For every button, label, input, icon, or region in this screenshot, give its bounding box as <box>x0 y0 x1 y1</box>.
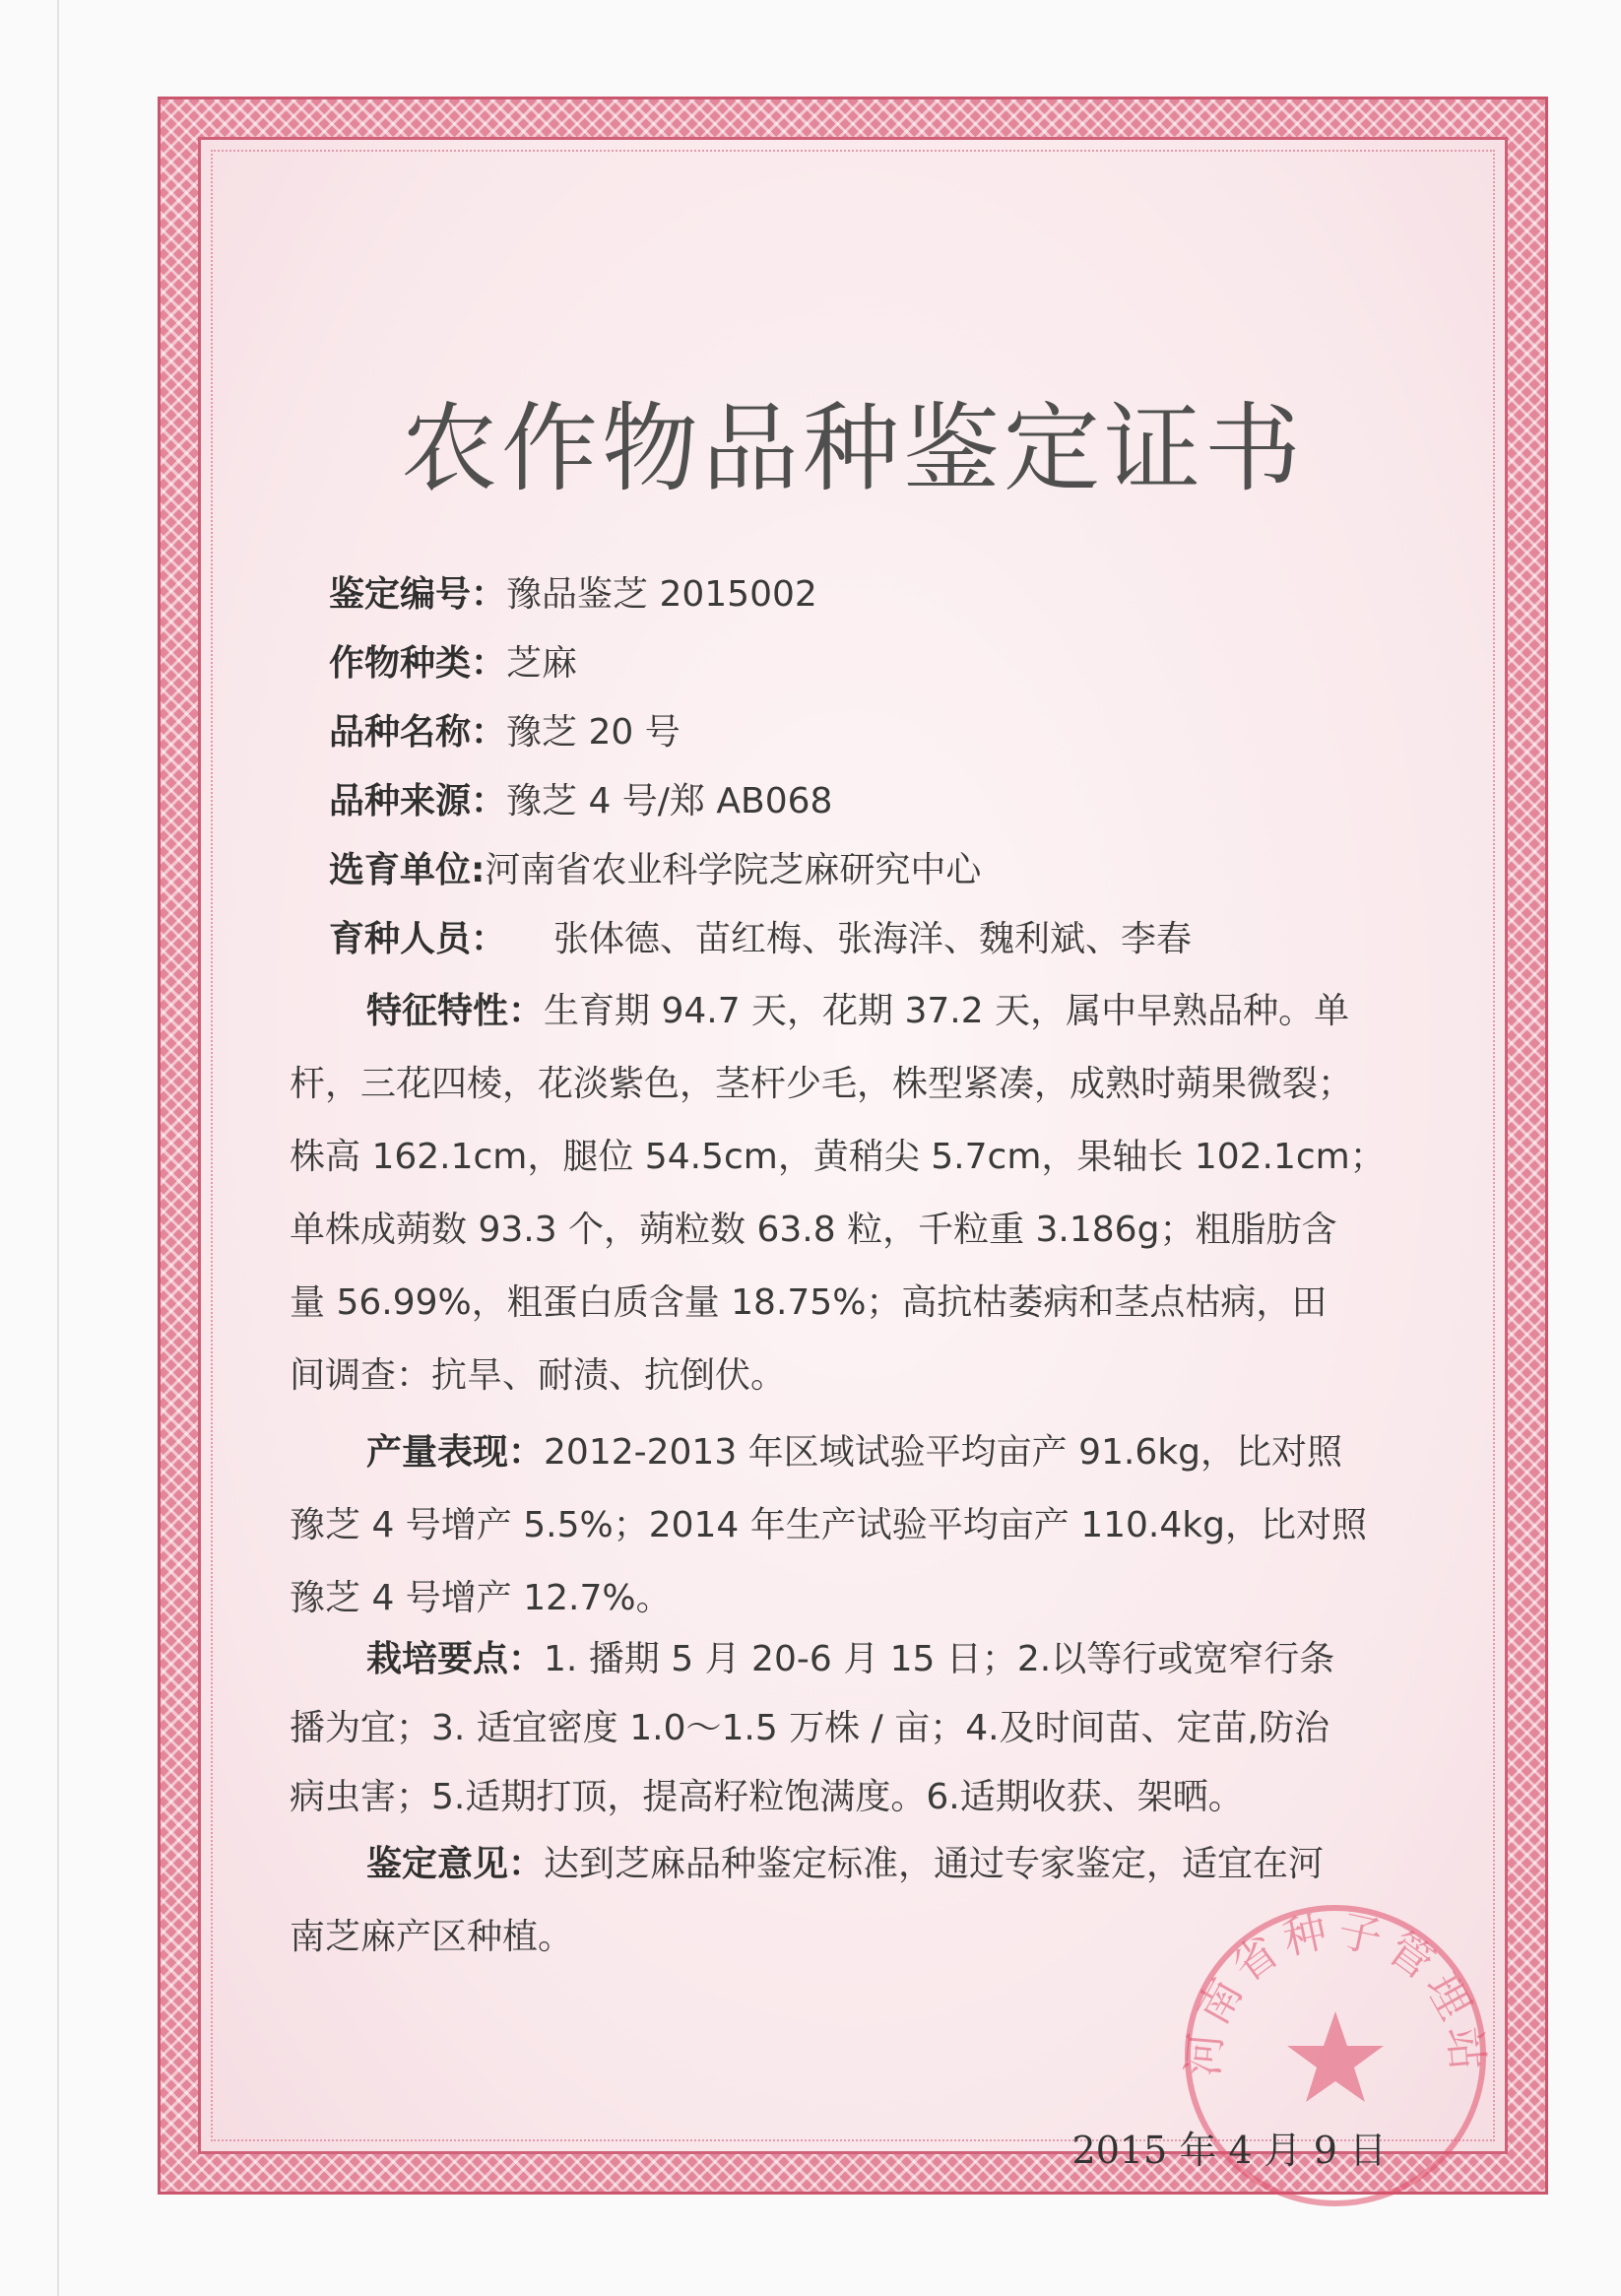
field-value: 芝麻 <box>506 643 578 684</box>
yield-line: 豫芝 4 号增产 12.7%。 <box>290 1578 672 1618</box>
field-cert-no <box>329 560 1436 629</box>
characteristics-line: 生育期 94.7 天，花期 37.2 天，属中早熟品种。单 <box>544 991 1350 1031</box>
field-label: 选育单位: <box>329 850 486 890</box>
field-label: 育种人员： <box>329 919 507 959</box>
field-crop-type <box>329 629 1436 698</box>
field-breeders <box>329 905 1436 974</box>
field-value: 豫芝 20 号 <box>506 712 681 753</box>
field-value: 豫品鉴芝 2015002 <box>506 574 817 615</box>
field-label: 品种名称： <box>329 712 507 753</box>
characteristics-line: 株高 162.1cm，腿位 54.5cm，黄稍尖 5.7cm，果轴长 102.1cm； <box>290 1137 1386 1177</box>
seal-text: 河南省种子管理站 <box>1178 1905 1493 2078</box>
certificate-paper <box>198 137 1508 2172</box>
field-value: 河南省农业科学院芝麻研究中心 <box>485 850 982 890</box>
field-label: 品种来源： <box>329 781 507 821</box>
field-value: 豫芝 4 号/郑 AB068 <box>506 781 833 821</box>
yield-line: 2012-2013 年区域试验平均亩产 91.6kg，比对照 <box>544 1432 1342 1473</box>
cultivation-line: 1. 播期 5 月 20-6 月 15 日；2.以等行或宽窄行条 <box>544 1639 1335 1679</box>
field-label: 鉴定编号： <box>329 574 507 615</box>
opinion-line: 达到芝麻品种鉴定标准，通过专家鉴定，适宜在河 <box>544 1844 1325 1884</box>
cultivation-line: 播为宜；3. 适宜密度 1.0～1.5 万株 / 亩；4.及时间苗、定苗,防治 <box>290 1708 1329 1748</box>
yield-section <box>290 1416 1426 1635</box>
characteristics-section <box>290 975 1426 1412</box>
cultivation-section <box>290 1625 1426 1832</box>
yield-label: 产量表现： <box>366 1432 545 1473</box>
cultivation-line: 病虫害；5.适期打顶，提高籽粒饱满度。6.适期收获、架晒。 <box>290 1777 1244 1817</box>
characteristics-line: 间调查：抗旱、耐渍、抗倒伏。 <box>290 1355 787 1396</box>
field-breeding-unit <box>329 836 1436 905</box>
certificate-title: 农作物品种鉴定证书 <box>400 393 1305 505</box>
field-value: 张体德、苗红梅、张海洋、魏利斌、李春 <box>553 919 1193 959</box>
certificate-border <box>158 97 1548 2195</box>
characteristics-line: 量 56.99%，粗蛋白质含量 18.75%；高抗枯萎病和茎点枯病，田 <box>290 1282 1328 1323</box>
cultivation-label: 栽培要点： <box>366 1639 545 1679</box>
field-variety-source <box>329 767 1436 836</box>
opinion-line: 南芝麻产区种植。 <box>290 1917 574 1957</box>
issue-date: 2015 年 4 月 9 日 <box>1071 2129 1387 2172</box>
seal-star-icon <box>1287 2011 1384 2102</box>
scan-edge <box>57 0 59 2296</box>
yield-line: 豫芝 4 号增产 5.5%；2014 年生产试验平均亩产 110.4kg，比对照 <box>290 1505 1367 1545</box>
characteristics-line: 单株成蒴数 93.3 个，蒴粒数 63.8 粒，千粒重 3.186g；粗脂肪含 <box>290 1210 1337 1250</box>
certificate-content <box>260 189 1493 2172</box>
characteristics-label: 特征特性： <box>366 991 545 1031</box>
field-label: 作物种类： <box>329 643 507 684</box>
characteristics-line: 杆，三花四棱，花淡紫色，茎杆少毛，株型紧凑，成熟时蒴果微裂； <box>290 1064 1354 1104</box>
field-variety-name <box>329 698 1436 767</box>
opinion-label: 鉴定意见： <box>366 1844 545 1884</box>
